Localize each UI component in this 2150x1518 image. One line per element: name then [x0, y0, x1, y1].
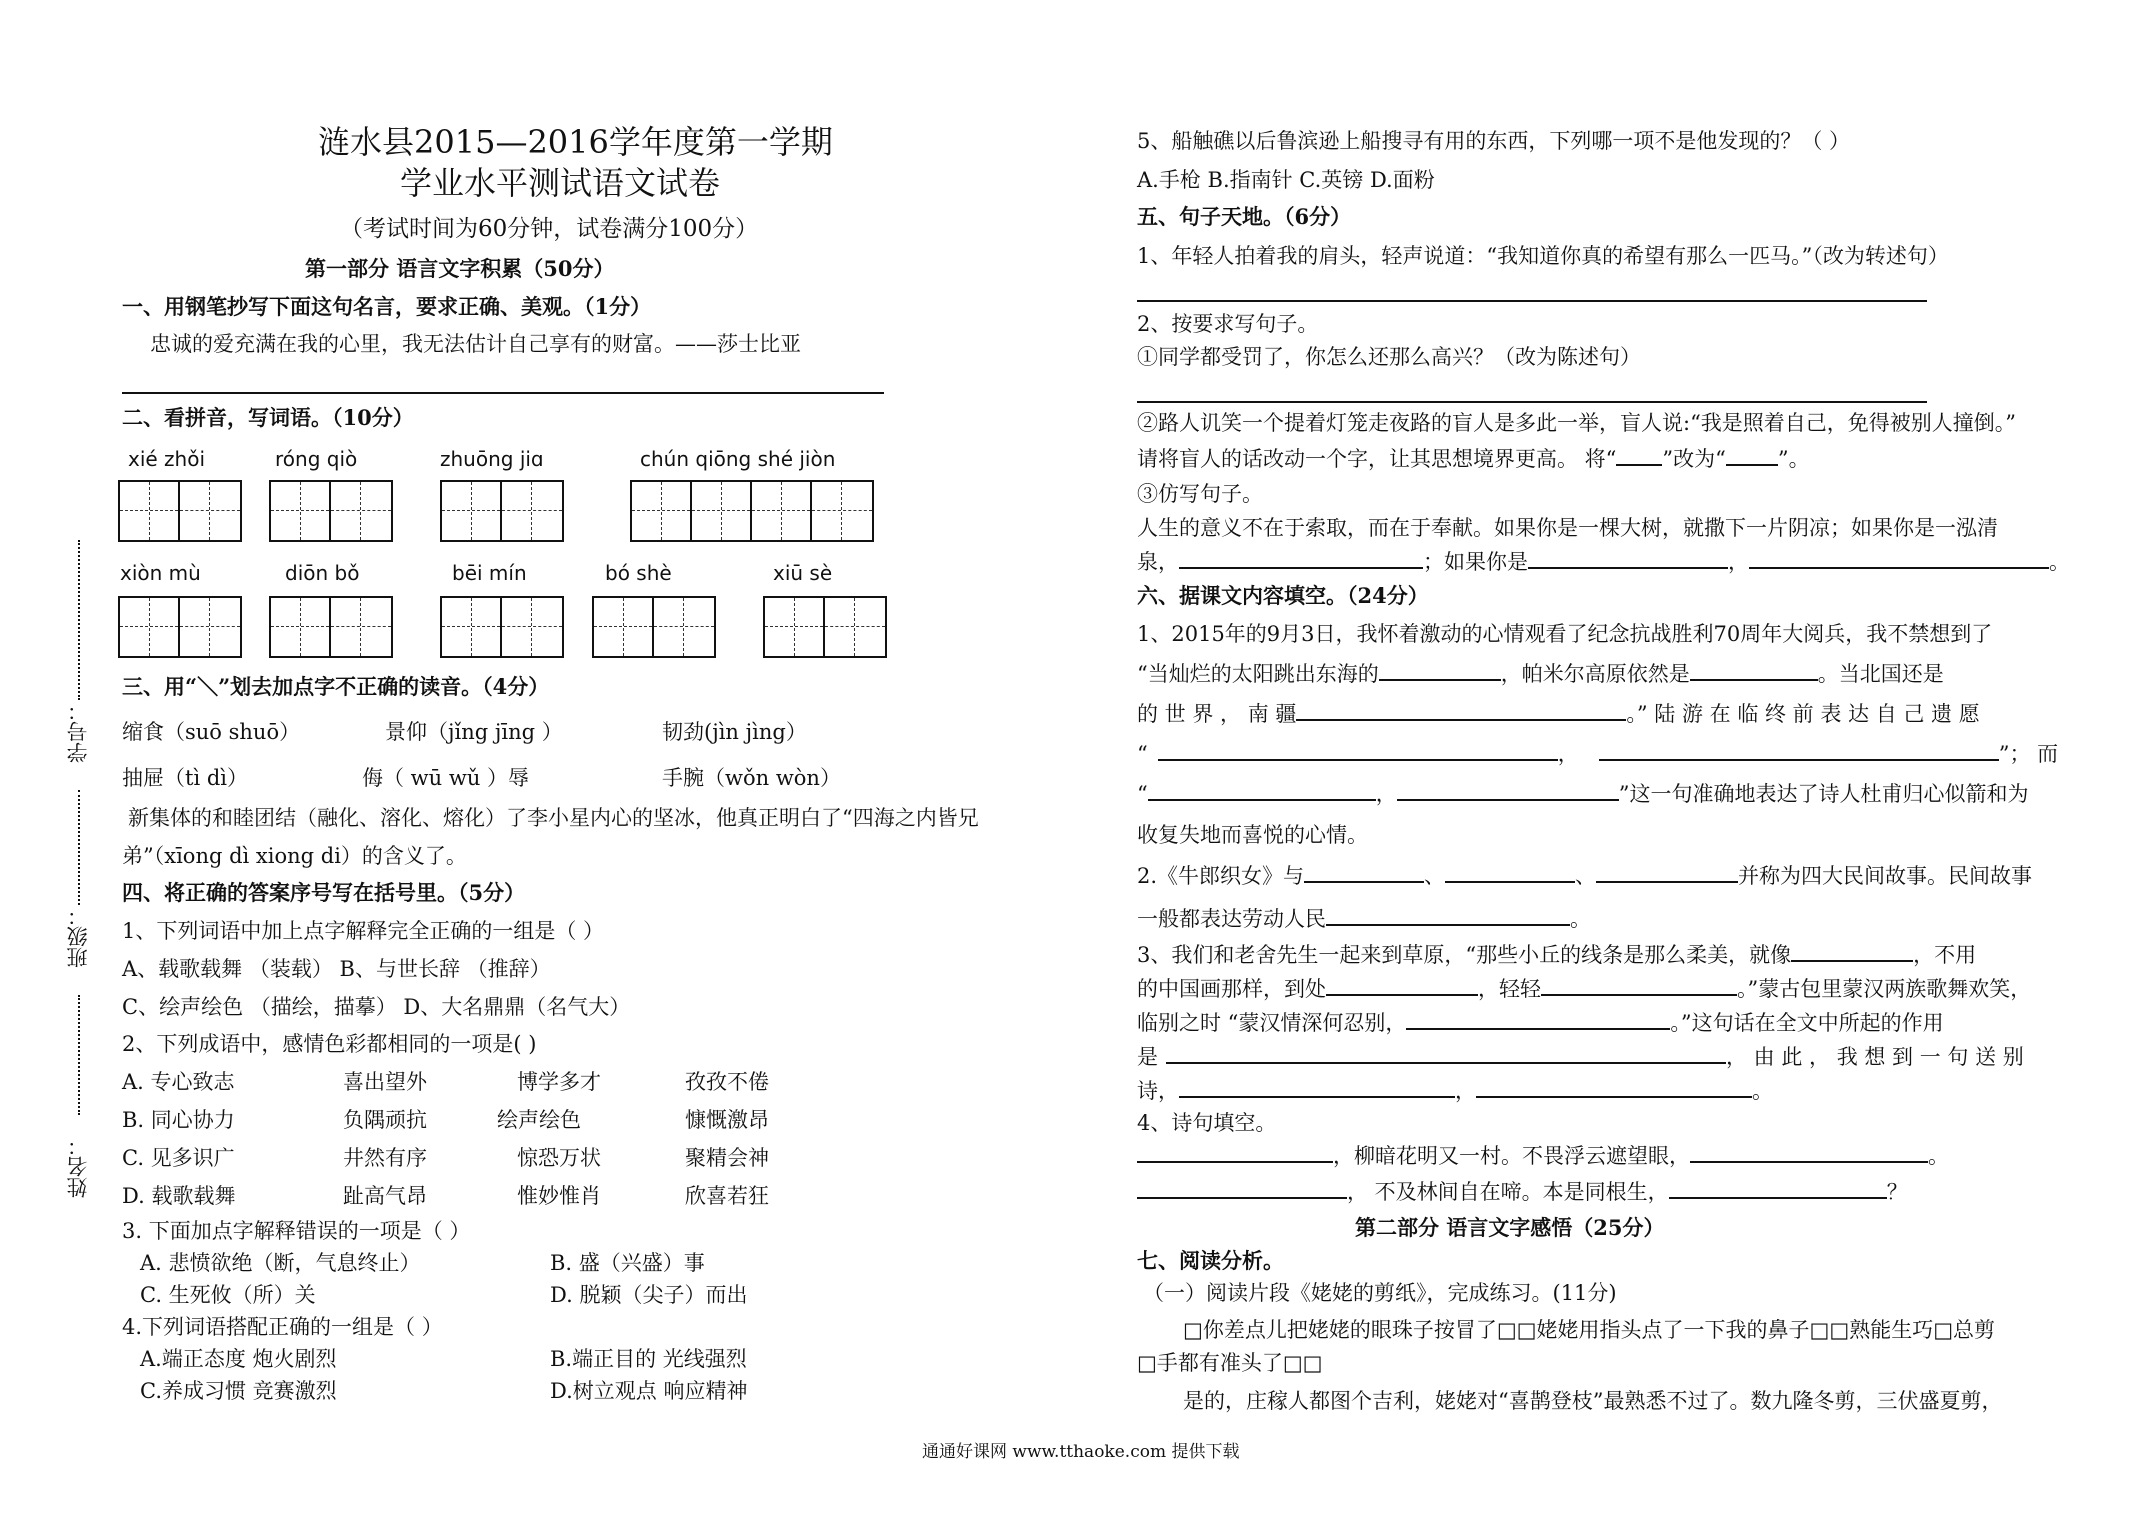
text-segment: 3、我们和老舍先生一起来到草原，“那些小丘的线条是那么柔美，就像: [1137, 943, 1792, 967]
q3-paragraph: 新集体的和睦团结（融化、溶化、熔化）了李小星内心的坚冰，他真正明白了“四海之内皆兄: [128, 806, 979, 830]
idiom-option: 欣喜若狂: [685, 1184, 769, 1208]
sec5-s2: 2、按要求写句子。: [1137, 312, 1319, 336]
pinyin-label: xiū sè: [773, 561, 833, 585]
answer-line[interactable]: [1137, 300, 1927, 302]
writing-grid[interactable]: [440, 596, 564, 658]
text-segment: ，: [1557, 742, 1579, 766]
reading-paragraph: □手都有准头了□□: [1137, 1351, 1323, 1375]
text-segment: 临别之时 “蒙汉情深何忍别，: [1137, 1011, 1407, 1035]
exam-title-line1: 涟水县2015—2016学年度第一学期: [318, 123, 833, 161]
fill-blank[interactable]: [1304, 863, 1424, 883]
text-segment: 的 世 界 ， 南 疆: [1137, 702, 1297, 726]
pinyin-label: diōn bǒ: [285, 561, 360, 585]
reading-paragraph: □你差点儿把姥姥的眼珠子按冒了□□姥姥用指头点了一下我的鼻子□□熟能生巧□总剪: [1183, 1318, 1996, 1342]
text-segment: 的中国画那样，到处: [1137, 977, 1326, 1001]
q4-heading: 四、将正确的答案序号写在括号里。（5分）: [122, 880, 526, 905]
sec5-s2-3-a: 人生的意义不在于索取，而在于奉献。如果你是一棵大树，就撒下一片阴凉；如果你是一泓清: [1137, 516, 1998, 540]
side-label-student-no: 学号：: [66, 700, 90, 763]
idiom-option: 负隅顽抗: [343, 1108, 427, 1132]
pinyin-label: róng qiò: [275, 447, 358, 471]
fill-blank[interactable]: [1296, 701, 1626, 721]
fill-blank[interactable]: [1669, 1179, 1887, 1199]
text-segment: 。”这句话在全文中所起的作用: [1670, 1011, 1944, 1035]
writing-grid[interactable]: [630, 480, 874, 542]
text-segment: 。: [2049, 550, 2070, 574]
sec6-line: [1137, 1044, 2024, 1070]
q4-s3-option: D. 脱颖（尖子）而出: [550, 1283, 748, 1307]
q3-item: 缩食（suō shuō）: [122, 720, 301, 744]
idiom-option: 博学多才: [517, 1070, 601, 1094]
idiom-option: 趾高气昂: [343, 1184, 427, 1208]
text-segment: 一般都表达劳动人民: [1137, 907, 1326, 931]
fill-blank[interactable]: [1690, 661, 1818, 681]
writing-grid[interactable]: [592, 596, 716, 658]
text-segment: 2.《牛郎织女》与: [1137, 864, 1305, 888]
text-segment: ，柳暗花明又一村。不畏浮云遮望眼，: [1333, 1144, 1690, 1168]
q3-item: 手腕（wǒn wòn）: [662, 766, 841, 790]
q1-quote: 忠诚的爱充满在我的心里，我无法估计自己享有的财富。——莎士比亚: [150, 332, 801, 356]
fill-blank[interactable]: [1179, 1078, 1455, 1098]
pinyin-label: chún qiōng shé jiòn: [640, 447, 836, 471]
text-segment: ”这一句准确地表达了诗人杜甫归心似箭和为: [1618, 782, 2029, 806]
text-segment: ”； 而: [1998, 742, 2059, 766]
fill-blank[interactable]: [1749, 549, 2049, 569]
sec6-line: [1137, 661, 1944, 687]
idiom-option: 井然有序: [343, 1146, 427, 1170]
text-segment: 诗，: [1137, 1079, 1179, 1103]
fill-blank[interactable]: [1137, 1143, 1333, 1163]
q4-s4-option: B.端正目的 光线强烈: [550, 1347, 747, 1371]
idiom-option: 惊恐万状: [517, 1146, 601, 1170]
pinyin-label: xié zhǒi: [128, 447, 206, 471]
reading-subheading: （一）阅读片段《姥姥的剪纸》，完成练习。(11分): [1143, 1281, 1617, 1305]
q4-s4-option: C.养成习惯 竞赛激烈: [140, 1379, 337, 1403]
text-segment: “: [1137, 782, 1148, 806]
sec6-line: [1137, 976, 2031, 1002]
sec5-s2-1: ①同学都受罚了，你怎么还那么高兴？（改为陈述句）: [1137, 345, 1641, 369]
q4-s3-option: C. 生死攸（所）关: [140, 1283, 316, 1307]
sec5-s2-3: ③仿写句子。: [1137, 482, 1263, 506]
idiom-option: C. 见多识广: [122, 1146, 235, 1170]
sec6-heading: 六、据课文内容填空。（24分）: [1137, 583, 1429, 608]
q2-heading: 二、看拼音，写词语。（10分）: [122, 405, 414, 430]
sec5-heading: 五、句子天地。（6分）: [1137, 204, 1352, 229]
pinyin-label: bēi mín: [452, 561, 527, 585]
text-segment: ，: [1375, 782, 1397, 806]
part1-heading: 第一部分 语言文字积累（50分）: [305, 256, 615, 281]
text-segment: 、: [1424, 864, 1446, 888]
reading-paragraph: 是的，庄稼人都图个吉利，姥姥对“喜鹊登枝”最熟悉不过了。数九隆冬剪，三伏盛夏剪，: [1183, 1389, 2003, 1413]
idiom-option: 聚精会神: [685, 1146, 769, 1170]
fill-blank[interactable]: [1158, 741, 1558, 761]
q4-s4-option: A.端正态度 炮火剧烈: [140, 1347, 337, 1371]
q4-s2: 2、下列成语中，感情色彩都相同的一项是( ): [122, 1032, 537, 1056]
text-segment: ”。: [1777, 447, 1810, 471]
sec7-heading: 七、阅读分析。: [1137, 1248, 1284, 1273]
sec6-line: [1137, 781, 2028, 807]
text-segment: 。: [1570, 907, 1591, 931]
q4-s3-option: B. 盛（兴盛）事: [550, 1251, 705, 1275]
fill-blank[interactable]: [1476, 1078, 1752, 1098]
text-segment: 。: [1928, 1144, 1949, 1168]
q3-paragraph: 弟”（xīong dì xiong di）的含义了。: [122, 844, 467, 868]
idiom-option: 孜孜不倦: [685, 1070, 769, 1094]
pinyin-label: zhuōng jiɑ: [440, 447, 544, 471]
sec6-line: [1137, 942, 1976, 968]
fill-blank[interactable]: [1397, 781, 1619, 801]
text-segment: 并称为四大民间故事。民间故事: [1738, 864, 2033, 888]
q3-item: 抽屉（tì dì）: [122, 766, 248, 790]
exam-note: （考试时间为60分钟，试卷满分100分）: [340, 216, 759, 242]
q5-question: 5、船触礁以后鲁滨逊上船搜寻有用的东西，下列哪一项不是他发现的？（ ）: [1137, 129, 1851, 153]
fill-blank[interactable]: [1326, 976, 1478, 996]
text-segment: ？: [1886, 1180, 1908, 1204]
fill-blank[interactable]: [1726, 446, 1778, 466]
sec6-line: 4、诗句填空。: [1137, 1111, 1277, 1135]
sec5-s2-2: ②路人讥笑一个提着灯笼走夜路的盲人是多此一举，盲人说:“我是照着自己，免得被别人撞倒。”: [1137, 411, 2017, 435]
q4-s4: 4.下列词语搭配正确的一组是（ ）: [122, 1315, 443, 1339]
sec5-s1: 1、年轻人拍着我的肩头，轻声说道：“我知道你真的希望有那么一匹马。”（改为转述句）: [1137, 244, 1949, 268]
q4-s3: 3. 下面加点字解释错误的一项是（ ）: [122, 1219, 471, 1243]
q4-s4-option: D.树立观点 响应精神: [550, 1379, 748, 1403]
text-segment: 、: [1575, 864, 1597, 888]
idiom-option: 慷慨激昂: [685, 1108, 769, 1132]
pinyin-label: xiòn mù: [120, 561, 201, 585]
idiom-option: 惟妙惟肖: [517, 1184, 601, 1208]
text-segment: “当灿烂的太阳跳出东海的: [1137, 662, 1379, 686]
text-segment: 。当北国还是: [1817, 662, 1944, 686]
sec6-line: [1137, 863, 2032, 889]
q1-heading: 一、用钢笔抄写下面这句名言，要求正确、美观。（1分）: [122, 294, 652, 319]
idiom-option: 绘声绘色: [497, 1108, 581, 1132]
sec6-line: [1137, 1010, 1944, 1036]
writing-grid[interactable]: [269, 596, 393, 658]
q4-s1-option: C、绘声绘色 （描绘，描摹） D、大名鼎鼎（名气大）: [122, 995, 631, 1019]
fill-blank[interactable]: [1616, 446, 1662, 466]
sec6-line: 1、2015年的9月3日，我怀着激动的心情观看了纪念抗战胜利70周年大阅兵，我不禁想到了: [1137, 622, 1993, 646]
fill-blank[interactable]: [1690, 1143, 1928, 1163]
idiom-option: 喜出望外: [343, 1070, 427, 1094]
idiom-option: D. 载歌载舞: [122, 1184, 236, 1208]
side-dotted-line-2: [78, 790, 80, 905]
text-segment: ，: [1455, 1079, 1476, 1103]
fill-blank[interactable]: [1406, 1010, 1670, 1030]
q4-s1-option: A、载歌载舞 （装载） B、与世长辞 （推辞）: [122, 957, 551, 981]
text-segment: 泉，: [1137, 550, 1179, 574]
text-segment: ， 不及林间自在啼。本是同根生，: [1347, 1180, 1669, 1204]
sec6-line: [1137, 741, 2058, 767]
q4-s1: 1、下列词语中加上点字解释完全正确的一组是（ ）: [122, 919, 605, 943]
text-segment: ；如果你是: [1423, 550, 1528, 574]
sec6-line: [1137, 1078, 1773, 1104]
sec6-line: [1137, 701, 1980, 727]
fill-blank[interactable]: [1179, 549, 1423, 569]
text-segment: 是: [1137, 1045, 1158, 1069]
exam-title-line2: 学业水平测试语文试卷: [400, 164, 721, 202]
fill-blank[interactable]: [1599, 741, 1999, 761]
pinyin-label: bó shè: [605, 561, 672, 585]
part2-heading: 第二部分 语言文字感悟（25分）: [1355, 1215, 1665, 1240]
sec6-line: [1137, 906, 1591, 932]
text-segment: ，帕米尔高原依然是: [1500, 662, 1690, 686]
side-dotted-line-3: [78, 995, 80, 1115]
q3-heading: 三、用“＼”划去加点字不正确的读音。（4分）: [122, 674, 550, 699]
text-segment: ，不用: [1913, 943, 1977, 967]
fill-blank[interactable]: [1326, 906, 1570, 926]
side-label-name: 姓名：: [66, 1135, 90, 1198]
text-segment: ， 由 此 ， 我 想 到 一 句 送 别: [1726, 1045, 2024, 1069]
footer-source: 通通好课网 www.tthaoke.com 提供下载: [922, 1442, 1240, 1462]
sec5-s2-2-b: [1137, 446, 1810, 472]
q5-options: A.手枪 B.指南针 C.英镑 D.面粉: [1137, 168, 1435, 192]
q4-s3-option: A. 悲愤欲绝（断，气息终止）: [140, 1251, 421, 1275]
idiom-option: B. 同心协力: [122, 1108, 235, 1132]
fill-blank[interactable]: [1379, 661, 1501, 681]
fill-blank[interactable]: [1541, 976, 1737, 996]
fill-blank[interactable]: [1137, 1179, 1347, 1199]
fill-blank[interactable]: [1166, 1044, 1726, 1064]
q3-item: 韧劲(jìn jìng）: [662, 720, 807, 744]
sec5-s2-3-b: [1137, 549, 2070, 575]
text-segment: 请将盲人的话改动一个字，让其思想境界更高。 将“: [1137, 447, 1617, 471]
writing-grid[interactable]: [118, 480, 242, 542]
q3-item: 侮（ wū wǔ ）辱: [362, 766, 530, 790]
fill-blank[interactable]: [1596, 863, 1738, 883]
text-segment: ，: [1728, 550, 1749, 574]
writing-grid[interactable]: [118, 596, 242, 658]
idiom-option: A. 专心致志: [122, 1070, 235, 1094]
sec6-line: 收复失地而喜悦的心情。: [1137, 823, 1368, 847]
text-segment: 。: [1752, 1079, 1773, 1103]
fill-blank[interactable]: [1791, 942, 1913, 962]
text-segment: 。” 陆 游 在 临 终 前 表 达 自 己 遗 愿: [1626, 702, 1980, 726]
side-dotted-line-1: [78, 540, 80, 700]
text-segment: 。”蒙古包里蒙汉两族歌舞欢笑，: [1737, 977, 2032, 1001]
writing-grid[interactable]: [763, 596, 887, 658]
answer-line[interactable]: [1137, 401, 1927, 403]
writing-grid[interactable]: [440, 480, 564, 542]
fill-blank[interactable]: [1148, 781, 1376, 801]
fill-blank[interactable]: [1445, 863, 1575, 883]
text-segment: ”改为“: [1662, 447, 1726, 471]
q1-answer-line[interactable]: [122, 392, 884, 394]
sec6-line: [1137, 1179, 1908, 1205]
side-label-class: 班级：: [66, 905, 90, 968]
text-segment: ，轻轻: [1478, 977, 1541, 1001]
q3-item: 景仰（jǐng jīng ）: [385, 720, 563, 744]
text-segment: “: [1137, 742, 1148, 766]
sec6-line: [1137, 1143, 1949, 1169]
writing-grid[interactable]: [269, 480, 393, 542]
fill-blank[interactable]: [1528, 549, 1728, 569]
